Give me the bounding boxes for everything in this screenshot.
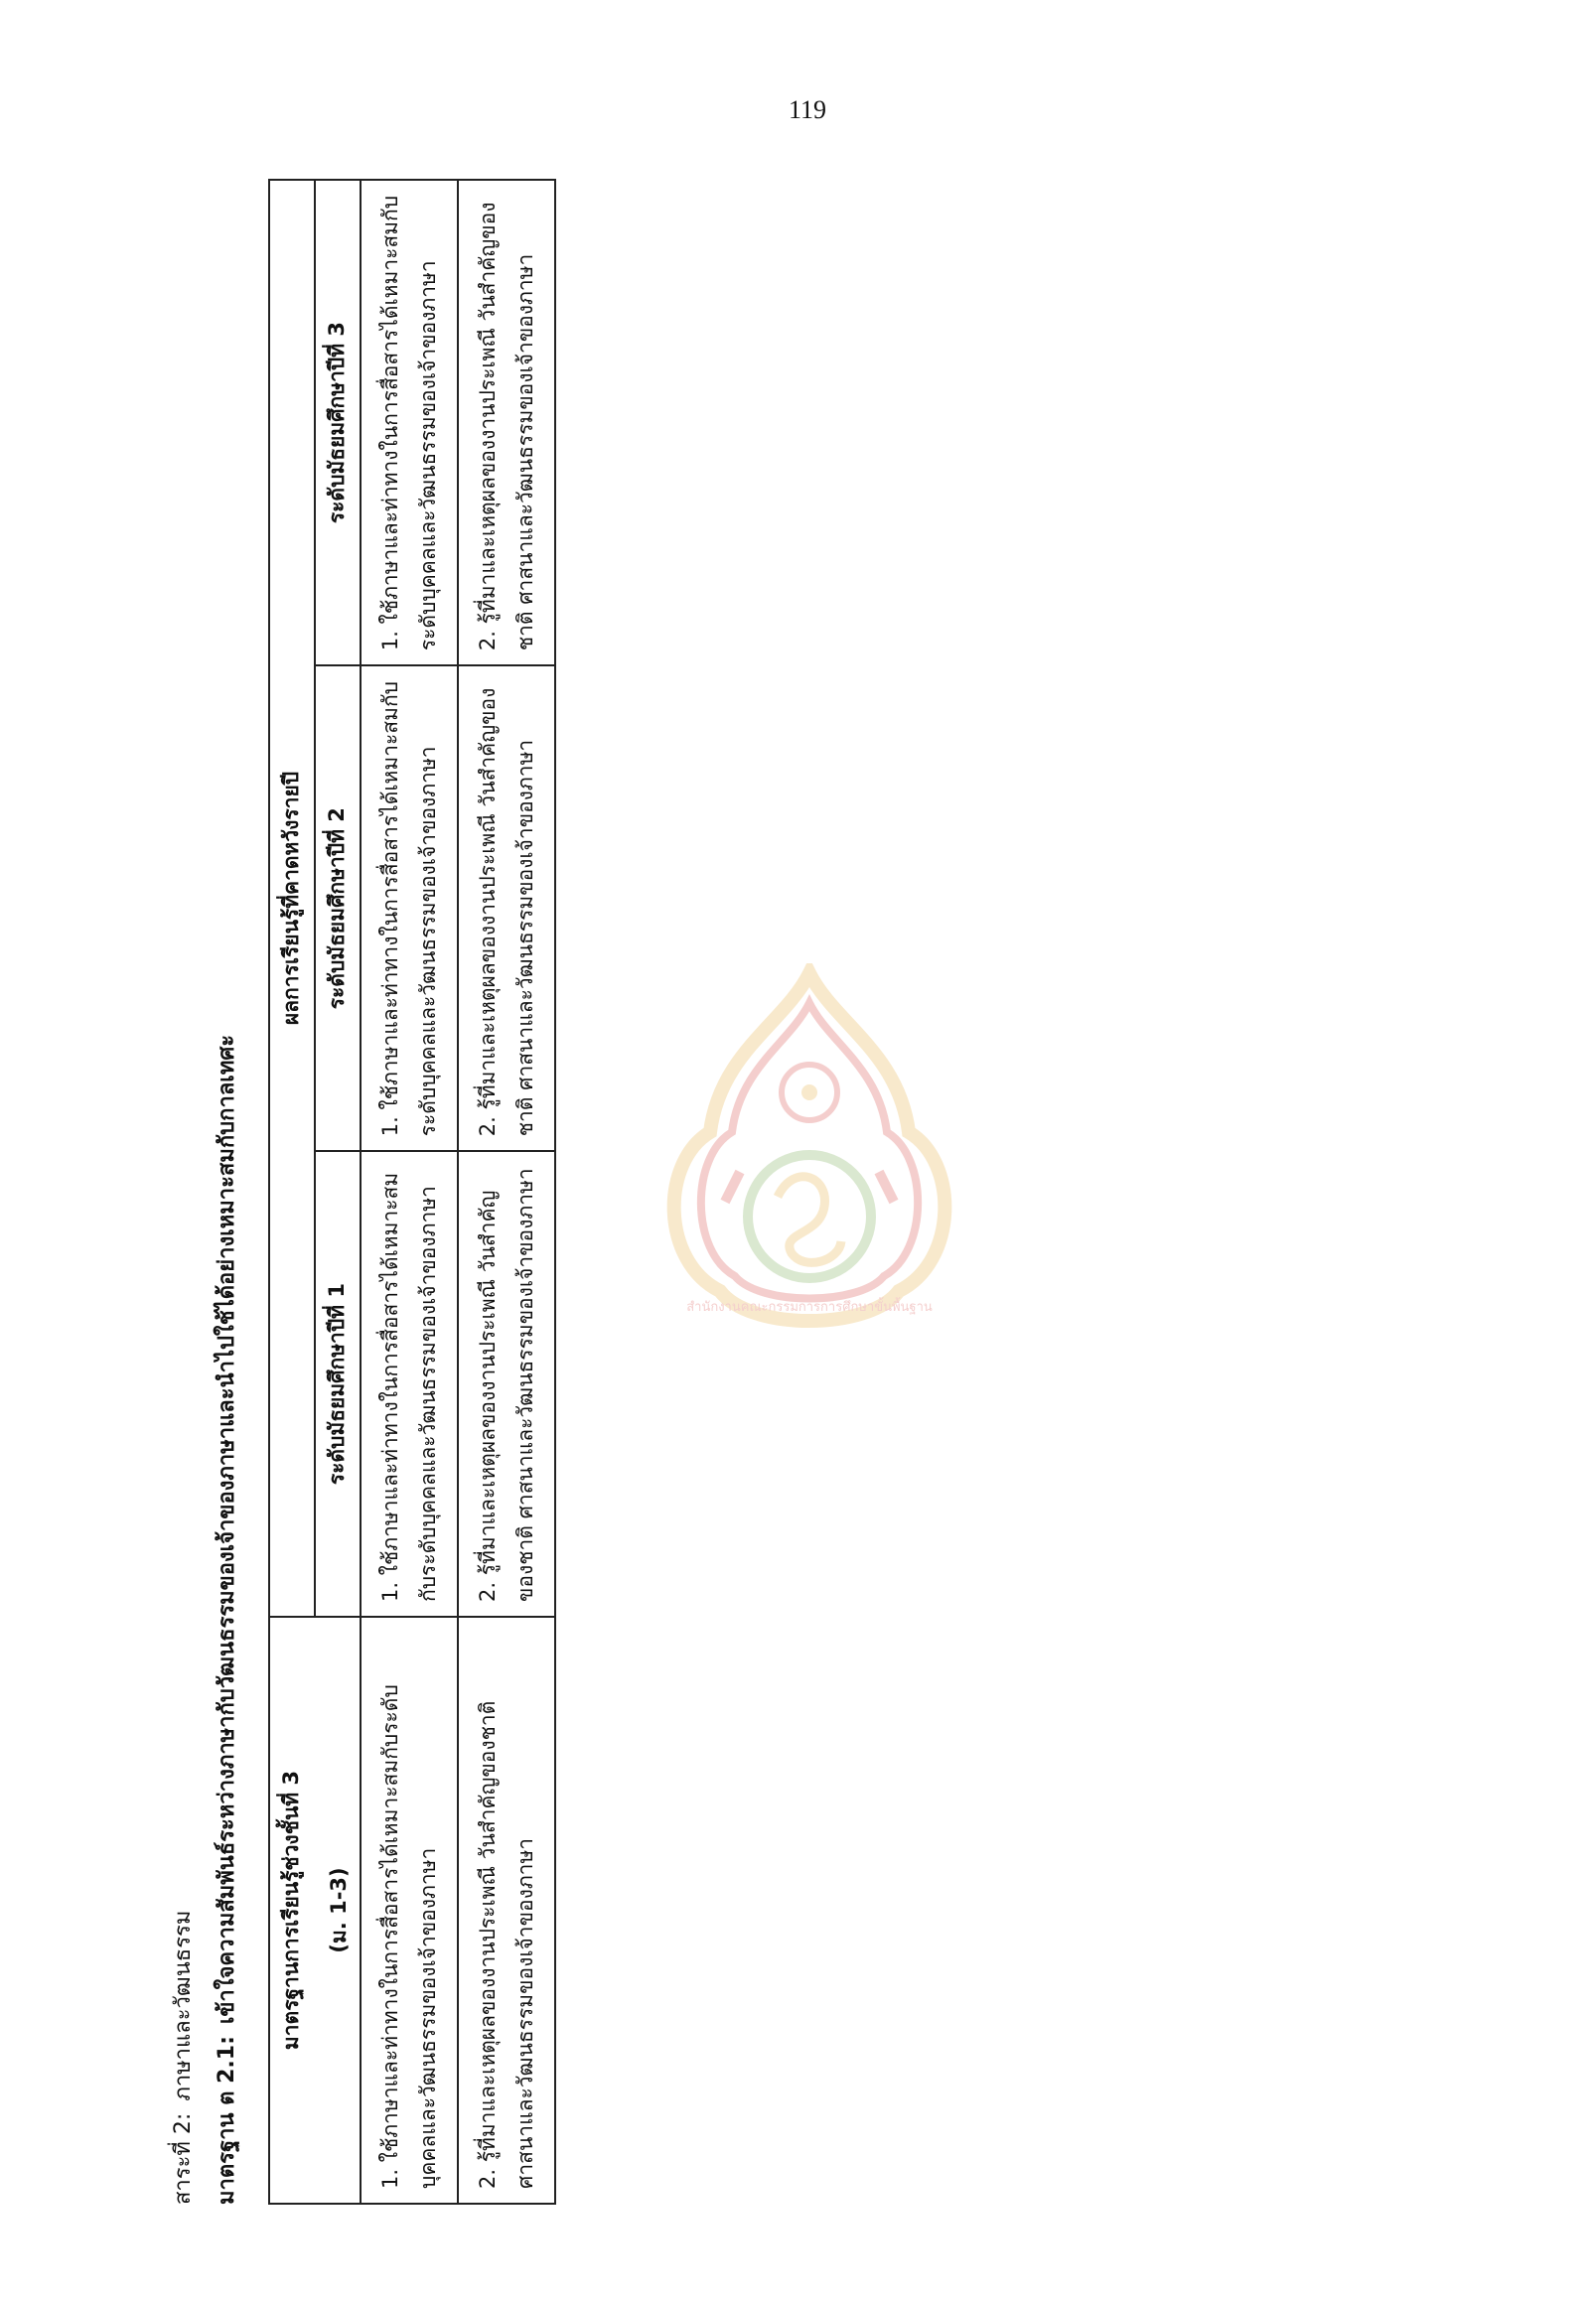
table-cell: 1. ใช้ภาษาและท่าทางในการสื่อสารได้เหมาะสมกับระดับบุคคลและวัฒนธรรมของเจ้าของภาษา (361, 1151, 458, 1617)
rotated-content (169, 179, 705, 2205)
header-group: ผลการเรียนรู้ที่คาดหวังรายปี (269, 180, 315, 1617)
table-header-row (269, 180, 315, 2204)
standard-text: เข้าใจความสัมพันธ์ระหว่างภาษากับวัฒนธรรมของเจ้าของภาษาและนำไปใช้ได้อย่างเหมาะสมกับกาลเทศะ (215, 1034, 239, 2025)
table-row (361, 180, 458, 2204)
standard-label: มาตรฐาน ต 2.1: (215, 2036, 239, 2205)
strand-label: สาระที่ 2: (171, 2112, 196, 2205)
table-row (458, 180, 555, 2204)
table-cell: 2. รู้ที่มาและเหตุผลของงานประเพณี วันสำคัญของชาติ ศาสนาและวัฒนธรรมของเจ้าของภาษา (458, 180, 555, 665)
header-standard-line2: (ม. 1-3) (327, 1867, 351, 1953)
table-cell: 1. ใช้ภาษาและท่าทางในการสื่อสารได้เหมาะสมกับระดับบุคคลและวัฒนธรรมของเจ้าของภาษา (361, 1617, 458, 2204)
table-cell: 1. ใช้ภาษาและท่าทางในการสื่อสารได้เหมาะสมกับระดับบุคคลและวัฒนธรรมของเจ้าของภาษา (361, 180, 458, 665)
header-standard (269, 1617, 361, 2204)
page-number: 119 (788, 95, 827, 124)
header-standard-line1: มาตรฐานการเรียนรู้ช่วงชั้นที่ 3 (279, 1770, 303, 2051)
header-grade-3: ระดับมัธยมศึกษาปีที่ 3 (315, 180, 361, 665)
seal-caption: สำนักงานคณะกรรมการการศึกษาขั้นพื้นฐาน (686, 1300, 933, 1315)
header-grade-2: ระดับมัธยมศึกษาปีที่ 2 (315, 665, 361, 1151)
learning-outcomes-table (268, 179, 556, 2205)
table-cell: 2. รู้ที่มาและเหตุผลของงานประเพณี วันสำคัญของชาติ ศาสนาและวัฒนธรรมของเจ้าของภาษา (458, 665, 555, 1151)
table-cell: 2. รู้ที่มาและเหตุผลของงานประเพณี วันสำคัญของชาติ ศาสนาและวัฒนธรรมของเจ้าของภาษา (458, 1617, 555, 2204)
table-cell: 1. ใช้ภาษาและท่าทางในการสื่อสารได้เหมาะสมกับระดับบุคคลและวัฒนธรรมของเจ้าของภาษา (361, 665, 458, 1151)
table-cell: 2. รู้ที่มาและเหตุผลของงานประเพณี วันสำคัญของชาติ ศาสนาและวัฒนธรรมของเจ้าของภาษา (458, 1151, 555, 1617)
strand-title: ภาษาและวัฒนธรรม (171, 1910, 196, 2101)
standard-line (213, 179, 242, 2205)
header-grade-1: ระดับมัธยมศึกษาปีที่ 1 (315, 1151, 361, 1617)
strand-line (169, 179, 199, 2205)
ministry-seal-icon (660, 963, 958, 1341)
